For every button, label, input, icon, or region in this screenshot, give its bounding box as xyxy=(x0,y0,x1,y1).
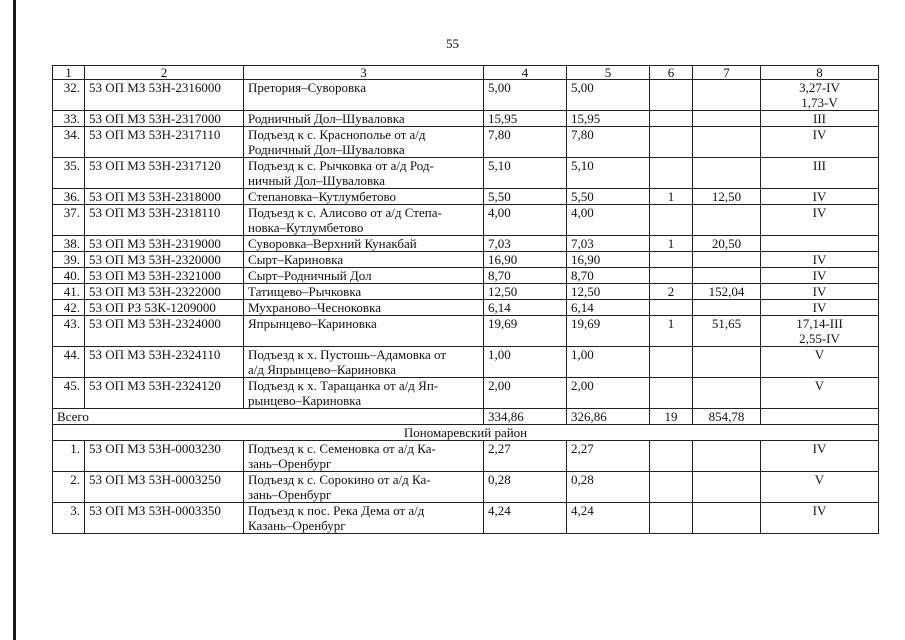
total-label: Всего xyxy=(53,409,484,425)
length-hard-surface: 19,69 xyxy=(567,316,650,347)
cell-line: IV xyxy=(812,503,827,518)
bridge-length: 51,65 xyxy=(693,316,761,347)
total-bridge-length: 854,78 xyxy=(693,409,761,425)
length-total: 1,00 xyxy=(484,347,567,378)
road-code: 53 ОП МЗ 53Н-0003350 xyxy=(85,503,244,534)
road-code: 53 ОП МЗ 53Н-2324000 xyxy=(85,316,244,347)
bridge-count xyxy=(650,111,693,127)
row-number: 36. xyxy=(53,189,85,205)
cell-line: зань–Оренбург xyxy=(248,487,332,502)
road-code: 53 ОП МЗ 53Н-2324120 xyxy=(85,378,244,409)
length-total: 16,90 xyxy=(484,252,567,268)
row-number: 3. xyxy=(53,503,85,534)
road-code: 53 ОП МЗ 53Н-2322000 xyxy=(85,284,244,300)
cell-line: Сырт–Кариновка xyxy=(248,252,344,267)
row-number: 44. xyxy=(53,347,85,378)
column-header: 2 xyxy=(85,66,244,80)
road-code: 53 ОП МЗ 53Н-2316000 xyxy=(85,80,244,111)
bridge-length xyxy=(693,503,761,534)
cell-line: новка–Кутлумбетово xyxy=(248,220,364,235)
length-total: 2,00 xyxy=(484,378,567,409)
road-name xyxy=(244,111,484,127)
total-length: 334,86 xyxy=(484,409,567,425)
road-code: 53 ОП МЗ 53Н-2321000 xyxy=(85,268,244,284)
length-total: 5,00 xyxy=(484,80,567,111)
row-number: 38. xyxy=(53,236,85,252)
length-total: 4,24 xyxy=(484,503,567,534)
road-category xyxy=(761,111,879,127)
total-category xyxy=(761,409,879,425)
road-code: 53 ОП РЗ 53К-1209000 xyxy=(85,300,244,316)
bridge-count xyxy=(650,300,693,316)
road-name xyxy=(244,80,484,111)
length-hard-surface: 2,00 xyxy=(567,378,650,409)
road-category xyxy=(761,158,879,189)
cell-line: IV xyxy=(812,252,827,267)
row-number: 35. xyxy=(53,158,85,189)
road-name xyxy=(244,472,484,503)
bridge-length xyxy=(693,158,761,189)
row-number: 32. xyxy=(53,80,85,111)
bridge-length xyxy=(693,378,761,409)
cell-line: Татищево–Рычковка xyxy=(248,284,362,299)
road-name xyxy=(244,441,484,472)
cell-line: IV xyxy=(812,205,827,220)
bridge-count xyxy=(650,80,693,111)
table-row xyxy=(53,252,879,268)
bridge-length: 152,04 xyxy=(693,284,761,300)
road-name xyxy=(244,236,484,252)
length-total: 15,95 xyxy=(484,111,567,127)
column-header: 3 xyxy=(244,66,484,80)
road-code: 53 ОП МЗ 53Н-2317000 xyxy=(85,111,244,127)
road-category xyxy=(761,316,879,347)
length-total: 5,50 xyxy=(484,189,567,205)
road-code: 53 ОП МЗ 53Н-2318000 xyxy=(85,189,244,205)
bridge-count xyxy=(650,127,693,158)
table-row xyxy=(53,111,879,127)
bridge-length: 12,50 xyxy=(693,189,761,205)
cell-line: III xyxy=(813,158,826,173)
road-name xyxy=(244,205,484,236)
table-row xyxy=(53,268,879,284)
road-code: 53 ОП МЗ 53Н-2320000 xyxy=(85,252,244,268)
table-row xyxy=(53,189,879,205)
table-row xyxy=(53,284,879,300)
table-row xyxy=(53,347,879,378)
road-code: 53 ОП МЗ 53Н-2317110 xyxy=(85,127,244,158)
cell-line: IV xyxy=(812,300,827,315)
length-hard-surface: 2,27 xyxy=(567,441,650,472)
road-name xyxy=(244,284,484,300)
cell-line: V xyxy=(814,347,825,362)
length-total: 7,80 xyxy=(484,127,567,158)
bridge-length xyxy=(693,347,761,378)
cell-line: IV xyxy=(812,268,827,283)
road-name xyxy=(244,378,484,409)
cell-line: Япрынцево–Кариновка xyxy=(248,316,377,331)
road-category xyxy=(761,378,879,409)
table-row xyxy=(53,378,879,409)
table-row xyxy=(53,300,879,316)
cell-line: ничный Дол–Шуваловка xyxy=(248,173,386,188)
road-category xyxy=(761,189,879,205)
table-row xyxy=(53,316,879,347)
bridge-count: 1 xyxy=(650,236,693,252)
roads-table xyxy=(52,65,879,534)
cell-line: Сырт–Родничный Дол xyxy=(248,268,372,283)
table-body xyxy=(53,66,879,534)
cell-line: IV xyxy=(812,441,827,456)
cell-line: Подъезд к с. Семеновка от а/д Ка- xyxy=(248,441,436,456)
bridge-count xyxy=(650,441,693,472)
cell-line: V xyxy=(814,378,825,393)
bridge-count: 2 xyxy=(650,284,693,300)
total-hard-surface: 326,86 xyxy=(567,409,650,425)
length-total: 0,28 xyxy=(484,472,567,503)
cell-line: IV xyxy=(812,189,827,204)
cell-line: V xyxy=(814,472,825,487)
road-code: 53 ОП МЗ 53Н-0003250 xyxy=(85,472,244,503)
column-header: 6 xyxy=(650,66,693,80)
road-name xyxy=(244,316,484,347)
bridge-count: 1 xyxy=(650,316,693,347)
row-number: 41. xyxy=(53,284,85,300)
road-name xyxy=(244,503,484,534)
bridge-count: 1 xyxy=(650,189,693,205)
road-name xyxy=(244,189,484,205)
cell-line: Родничный Дол–Шуваловка xyxy=(248,142,405,157)
road-category xyxy=(761,284,879,300)
bridge-count xyxy=(650,268,693,284)
road-category xyxy=(761,127,879,158)
bridge-count xyxy=(650,378,693,409)
road-category xyxy=(761,441,879,472)
row-number: 33. xyxy=(53,111,85,127)
row-number: 40. xyxy=(53,268,85,284)
table-row xyxy=(53,236,879,252)
cell-line: III xyxy=(813,111,826,126)
length-hard-surface: 5,10 xyxy=(567,158,650,189)
cell-line: зань–Оренбург xyxy=(248,456,332,471)
row-number: 42. xyxy=(53,300,85,316)
cell-line: Казань–Оренбург xyxy=(248,518,346,533)
row-number: 1. xyxy=(53,441,85,472)
cell-line: Подъезд к с. Рычковка от а/д Род- xyxy=(248,158,434,173)
row-number: 45. xyxy=(53,378,85,409)
row-number: 39. xyxy=(53,252,85,268)
length-total: 7,03 xyxy=(484,236,567,252)
cell-line: Подъезд к х. Таращанка от а/д Яп- xyxy=(248,378,439,393)
bridge-count xyxy=(650,158,693,189)
cell-line: Степановка–Кутлумбетово xyxy=(248,189,397,204)
bridge-length xyxy=(693,111,761,127)
length-total: 5,10 xyxy=(484,158,567,189)
table-row xyxy=(53,80,879,111)
bridge-length xyxy=(693,127,761,158)
cell-line: Подъезд к пос. Река Дема от а/д xyxy=(248,503,425,518)
length-hard-surface: 15,95 xyxy=(567,111,650,127)
cell-line: 2,55-IV xyxy=(799,331,840,346)
road-category xyxy=(761,205,879,236)
length-hard-surface: 12,50 xyxy=(567,284,650,300)
district-name: Пономаревский район xyxy=(53,425,879,441)
length-hard-surface: 6,14 xyxy=(567,300,650,316)
column-header: 8 xyxy=(761,66,879,80)
cell-line: 3,27-IV xyxy=(799,80,840,95)
total-row xyxy=(53,409,879,425)
bridge-count xyxy=(650,472,693,503)
column-header: 1 xyxy=(53,66,85,80)
road-category xyxy=(761,300,879,316)
bridge-count xyxy=(650,205,693,236)
road-code: 53 ОП МЗ 53Н-2324110 xyxy=(85,347,244,378)
left-margin-bar xyxy=(13,0,16,640)
road-category xyxy=(761,503,879,534)
length-total: 12,50 xyxy=(484,284,567,300)
road-code: 53 ОП МЗ 53Н-2317120 xyxy=(85,158,244,189)
row-number: 34. xyxy=(53,127,85,158)
length-hard-surface: 5,00 xyxy=(567,80,650,111)
bridge-length xyxy=(693,252,761,268)
length-hard-surface: 4,00 xyxy=(567,205,650,236)
road-name xyxy=(244,347,484,378)
bridge-count xyxy=(650,347,693,378)
cell-line: Подъезд к с. Краснополье от а/д xyxy=(248,127,426,142)
road-category xyxy=(761,347,879,378)
cell-line: Подъезд к с. Сорокино от а/д Ка- xyxy=(248,472,431,487)
road-name xyxy=(244,158,484,189)
bridge-length xyxy=(693,441,761,472)
length-total: 2,27 xyxy=(484,441,567,472)
length-hard-surface: 16,90 xyxy=(567,252,650,268)
column-header: 4 xyxy=(484,66,567,80)
page-number: 55 xyxy=(446,36,459,51)
length-hard-surface: 5,50 xyxy=(567,189,650,205)
length-hard-surface: 8,70 xyxy=(567,268,650,284)
road-category xyxy=(761,236,879,252)
table-row xyxy=(53,127,879,158)
cell-line: Подъезд к х. Пустошь–Адамовка от xyxy=(248,347,447,362)
bridge-length xyxy=(693,300,761,316)
bridge-length xyxy=(693,472,761,503)
row-number: 2. xyxy=(53,472,85,503)
road-category xyxy=(761,252,879,268)
road-name xyxy=(244,127,484,158)
table-row xyxy=(53,503,879,534)
table-row xyxy=(53,158,879,189)
length-total: 4,00 xyxy=(484,205,567,236)
bridge-count xyxy=(650,252,693,268)
road-category xyxy=(761,472,879,503)
table-row xyxy=(53,441,879,472)
road-name xyxy=(244,268,484,284)
cell-line: Подъезд к с. Алисово от а/д Степа- xyxy=(248,205,442,220)
length-hard-surface: 7,03 xyxy=(567,236,650,252)
road-code: 53 ОП МЗ 53Н-2318110 xyxy=(85,205,244,236)
length-hard-surface: 4,24 xyxy=(567,503,650,534)
cell-line: Родничный Дол–Шуваловка xyxy=(248,111,405,126)
cell-line: Мухраново–Чесноковка xyxy=(248,300,381,315)
cell-line: Претория–Суворовка xyxy=(248,80,367,95)
bridge-length xyxy=(693,268,761,284)
road-code: 53 ОП МЗ 53Н-2319000 xyxy=(85,236,244,252)
cell-line: IV xyxy=(812,284,827,299)
column-header: 7 xyxy=(693,66,761,80)
cell-line: а/д Япрынцево–Кариновка xyxy=(248,362,397,377)
row-number: 37. xyxy=(53,205,85,236)
road-category xyxy=(761,80,879,111)
table-row xyxy=(53,205,879,236)
cell-line: 1,73-V xyxy=(801,95,838,110)
cell-line: 17,14-III xyxy=(796,316,843,331)
length-hard-surface: 0,28 xyxy=(567,472,650,503)
district-row xyxy=(53,425,879,441)
table-row xyxy=(53,472,879,503)
road-code: 53 ОП МЗ 53Н-0003230 xyxy=(85,441,244,472)
road-name xyxy=(244,300,484,316)
length-total: 6,14 xyxy=(484,300,567,316)
bridge-length: 20,50 xyxy=(693,236,761,252)
length-total: 8,70 xyxy=(484,268,567,284)
length-total: 19,69 xyxy=(484,316,567,347)
column-header: 5 xyxy=(567,66,650,80)
road-name xyxy=(244,252,484,268)
bridge-count xyxy=(650,503,693,534)
row-number: 43. xyxy=(53,316,85,347)
length-hard-surface: 7,80 xyxy=(567,127,650,158)
header-row xyxy=(53,66,879,80)
bridge-length xyxy=(693,205,761,236)
total-bridge-count: 19 xyxy=(650,409,693,425)
length-hard-surface: 1,00 xyxy=(567,347,650,378)
bridge-length xyxy=(693,80,761,111)
cell-line: Суворовка–Верхний Кунакбай xyxy=(248,236,417,251)
cell-line: IV xyxy=(812,127,827,142)
road-category xyxy=(761,268,879,284)
cell-line: рынцево–Кариновка xyxy=(248,393,362,408)
